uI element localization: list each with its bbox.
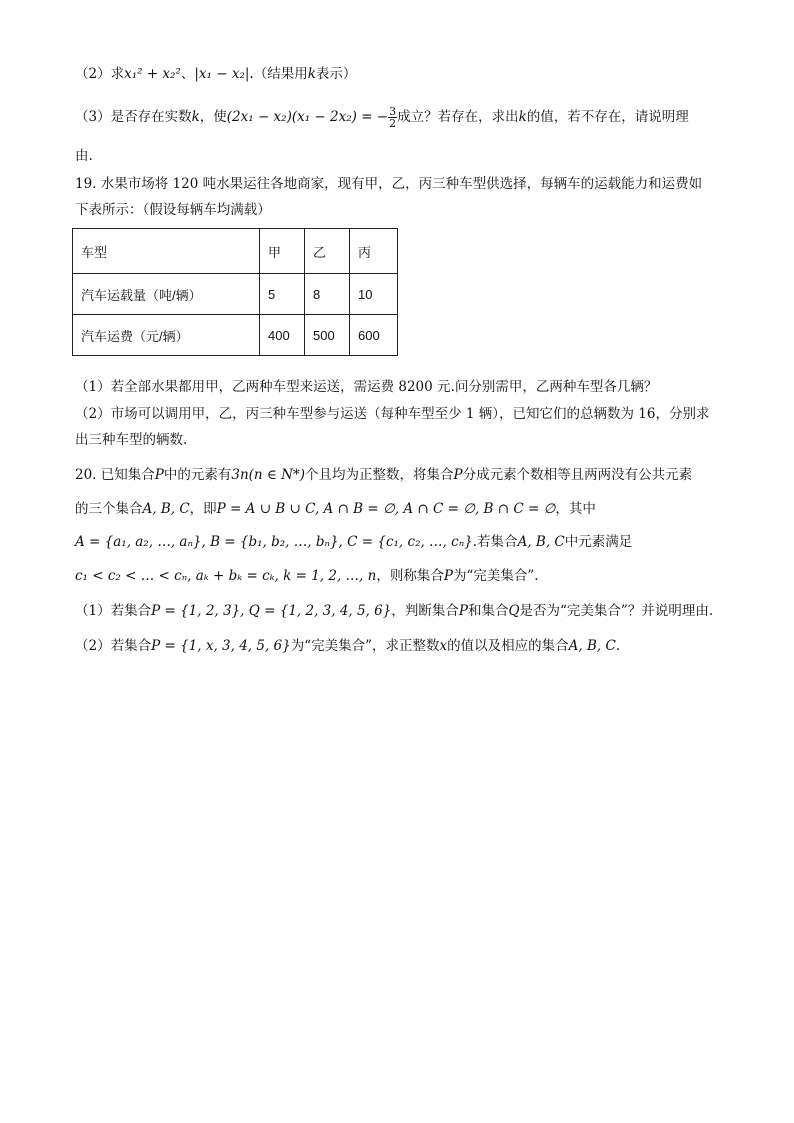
q20-stem-line1: 20. 已知集合P中的元素有3n(n ∈ N*)个且均为正整数，将集合P分成元素个数相等且两两没有公共元素 (75, 467, 693, 483)
table-cell: 500 (305, 315, 350, 356)
q20-condition-expr: c₁ < c₂ < … < cₙ, aₖ + bₖ = cₖ, k = 1, 2, …, n (75, 568, 377, 584)
table-cell: 400 (260, 315, 305, 356)
table-cell: 丙 (350, 229, 398, 274)
table-row (73, 274, 398, 315)
q20-part2: （2）若集合P = {1, x, 3, 4, 5, 6}为“完美集合”，求正整数x的值以及相应的集合A, B, C. (75, 638, 621, 654)
q18-p3-expr: (2x₁ − x₂)(x₁ − 2x₂) = − (226, 109, 389, 125)
table-cell: 汽车运载量（吨/辆） (73, 274, 260, 315)
q19-part2-line1: （2）市场可以调用甲，乙，丙三种车型参与运送（每种车型至少 1 辆），已知它们的总辆数为 16，分别求 (75, 406, 710, 422)
table-cell: 600 (350, 315, 398, 356)
q19-part1: （1）若全部水果都用甲，乙两种车型来运送，需运费 8200 元.问分别需甲，乙两种车型各几辆？ (75, 379, 658, 395)
q18-part2: （2）求x₁² + x₂²、|x₁ − x₂|.（结果用k表示） (75, 66, 357, 82)
table-cell: 汽车运费（元/辆） (73, 315, 260, 356)
q19-part2-line2: 出三种车型的辆数. (75, 432, 188, 448)
q19-stem-line2: 下表所示：（假设每辆车均满载） (75, 202, 271, 218)
table-cell: 乙 (305, 229, 350, 274)
table-cell: 甲 (260, 229, 305, 274)
q18-part3-cont: 由. (75, 148, 93, 164)
q19-stem-line1: 19. 水果市场将 120 吨水果运往各地商家，现有甲，乙，丙三种车型供选择，每辆车的运载能力和运费如 (75, 176, 703, 192)
q20-p1-expr: P = {1, 2, 3}, Q = {1, 2, 3, 4, 5, 6} (151, 603, 392, 619)
q20-part1: （1）若集合P = {1, 2, 3}, Q = {1, 2, 3, 4, 5, 6}，判断集合P和集合Q是否为“完美集合”？并说明理由. (75, 603, 714, 619)
q18-p3-fraction: $\frac{3}{2}$ (389, 105, 397, 130)
q20-partition-expr: P = A ∪ B ∪ C, A ∩ B = ∅, A ∩ C = ∅, B ∩ C = ∅ (216, 501, 556, 517)
q19-truck-table (72, 228, 398, 356)
q18-p2-expr2: |x₁ − x₂| (194, 66, 250, 82)
table-row (73, 315, 398, 356)
table-cell: 5 (260, 274, 305, 315)
q18-p2-expr1: x₁² + x₂² (124, 66, 181, 82)
q20-stem-line4: c₁ < c₂ < … < cₙ, aₖ + bₖ = cₖ, k = 1, 2, …, n，则称集合P为“完美集合”. (75, 568, 539, 584)
q18-part3: （3）是否存在实数k，使(2x₁ − x₂)(x₁ − 2x₂) = − $\frac{3}{2}$ 成立？若存在，求出k的值，若不存在，请说明理 (75, 105, 689, 130)
q20-sets-expr: A = {a₁, a₂, …, aₙ}, B = {b₁, b₂, …, bₙ}, C = {c₁, c₂, …, cₙ} (75, 534, 473, 550)
table-header-row (73, 229, 398, 274)
q20-p2-expr: P = {1, x, 3, 4, 5, 6} (151, 638, 291, 654)
q20-count-expr: 3n(n ∈ N*) (231, 467, 306, 483)
q20-stem-line2: 的三个集合A, B, C，即P = A ∪ B ∪ C, A ∩ B = ∅, A ∩ C = ∅, B ∩ C = ∅，其中 (75, 501, 596, 517)
table-cell: 车型 (73, 229, 260, 274)
table-cell: 8 (305, 274, 350, 315)
q20-stem-line3: A = {a₁, a₂, …, aₙ}, B = {b₁, b₂, …, bₙ}, C = {c₁, c₂, …, cₙ}.若集合A, B, C中元素满足 (75, 534, 633, 550)
table-cell: 10 (350, 274, 398, 315)
